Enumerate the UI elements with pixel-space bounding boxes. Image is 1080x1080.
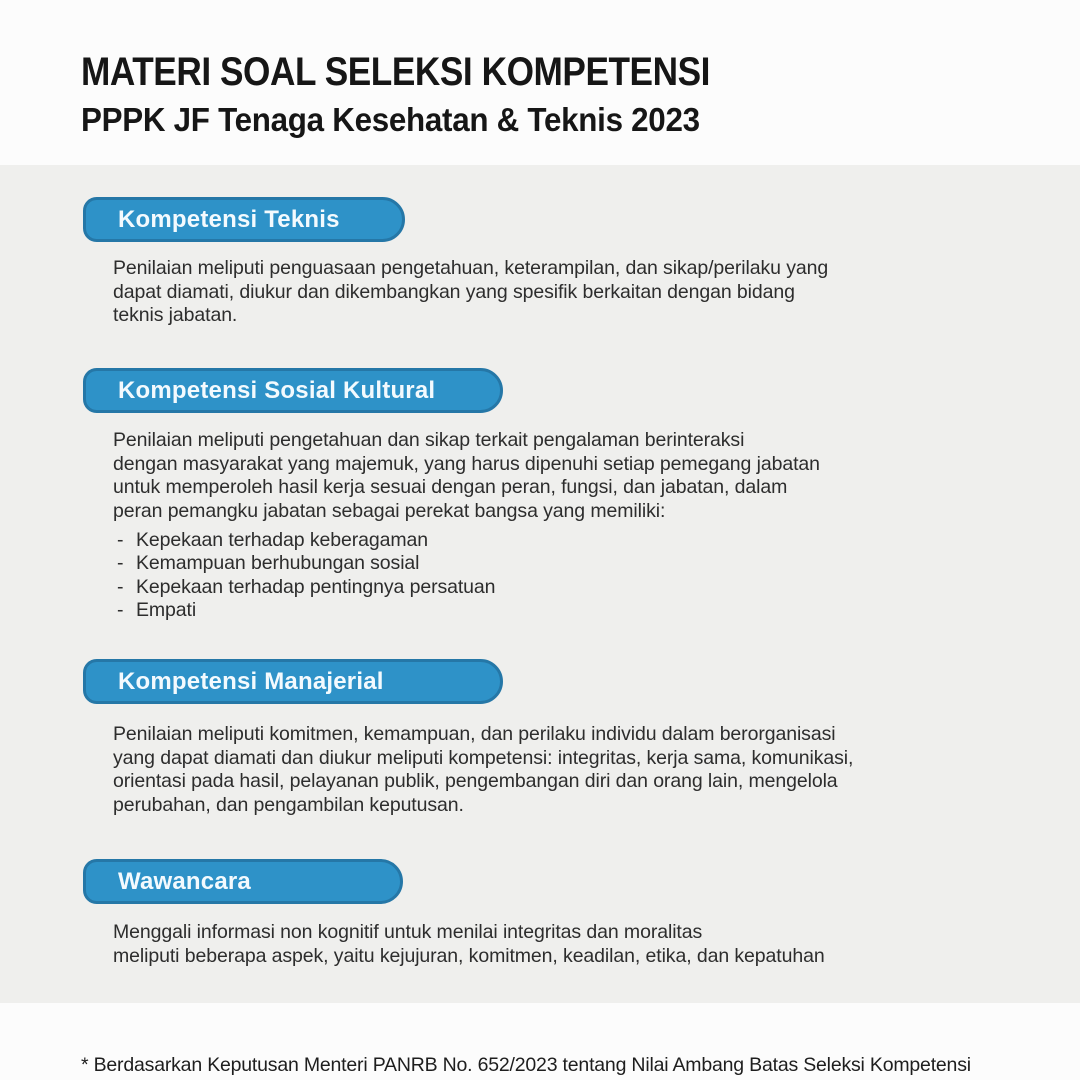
badge-label: Wawancara: [118, 867, 251, 895]
page-title: MATERI SOAL SELEKSI KOMPETENSI: [81, 50, 710, 94]
badge-label: Kompetensi Manajerial: [118, 667, 384, 695]
body-line: dengan masyarakat yang majemuk, yang harus dipenuhi setiap pemegang jabatan: [113, 452, 820, 475]
page-subtitle: PPPK JF Tenaga Kesehatan & Teknis 2023: [81, 101, 700, 138]
body-line: peran pemangku jabatan sebagai perekat bangsa yang memiliki:: [113, 499, 666, 522]
body-line: yang dapat diamati dan diukur meliputi kompetensi: integritas, kerja sama, komunikasi,: [113, 746, 854, 769]
section-badge-kompetensi-manajerial: [83, 659, 503, 704]
body-line: Menggali informasi non kognitif untuk menilai integritas dan moralitas: [113, 921, 703, 943]
header: [81, 50, 796, 139]
section-body-kompetensi-teknis: [113, 257, 1013, 328]
section-badge-wawancara: [83, 859, 403, 904]
bullet-dash: -: [117, 529, 124, 551]
list-item-text: Empati: [136, 598, 197, 621]
body-line: perubahan, dan pengambilan keputusan.: [113, 793, 464, 816]
list-item: [117, 552, 1013, 575]
section-body-wawancara: [113, 921, 1013, 968]
section-body-kompetensi-manajerial: [113, 723, 1013, 817]
body-line: dapat diamati, diukur dan dikembangkan yang spesifik berkaitan dengan bidang: [113, 280, 795, 303]
bullet-dash: -: [117, 552, 124, 575]
body-line: untuk memperoleh hasil kerja sesuai dengan peran, fungsi, dan jabatan, dalam: [113, 476, 788, 498]
bullet-dash: -: [117, 575, 124, 598]
list-item: [117, 576, 1013, 599]
bullet-dash: -: [117, 598, 124, 621]
list-item-text: Kepekaan terhadap keberagaman: [136, 529, 428, 551]
section-badge-kompetensi-sosial-kultural: [83, 368, 503, 413]
bullet-list: [113, 529, 1013, 622]
body-line: Penilaian meliputi pengetahuan dan sikap terkait pengalaman berinteraksi: [113, 429, 745, 451]
list-item-text: Kemampuan berhubungan sosial: [136, 552, 420, 575]
list-item-text: Kepekaan terhadap pentingnya persatuan: [136, 575, 496, 598]
section-badge-kompetensi-teknis: [83, 197, 405, 242]
body-line: Penilaian meliputi komitmen, kemampuan, dan perilaku individu dalam berorganisasi: [113, 723, 836, 745]
badge-label: Kompetensi Teknis: [118, 205, 340, 233]
section-body-kompetensi-sosial-kultural: [113, 429, 1013, 622]
body-line: meliputi beberapa aspek, yaitu kejujuran, komitmen, keadilan, etika, dan kepatuhan: [113, 944, 825, 967]
list-item: [117, 529, 1013, 552]
body-line: teknis jabatan.: [113, 304, 238, 326]
body-line: orientasi pada hasil, pelayanan publik, pengembangan diri dan orang lain, mengelola: [113, 770, 838, 792]
footnote: * Berdasarkan Keputusan Menteri PANRB No. 652/2023 tentang Nilai Ambang Batas Seleksi Kompetensi: [81, 1054, 971, 1076]
badge-label: Kompetensi Sosial Kultural: [118, 376, 436, 404]
list-item: [117, 599, 1013, 622]
body-line: Penilaian meliputi penguasaan pengetahuan, keterampilan, dan sikap/perilaku yang: [113, 257, 829, 279]
